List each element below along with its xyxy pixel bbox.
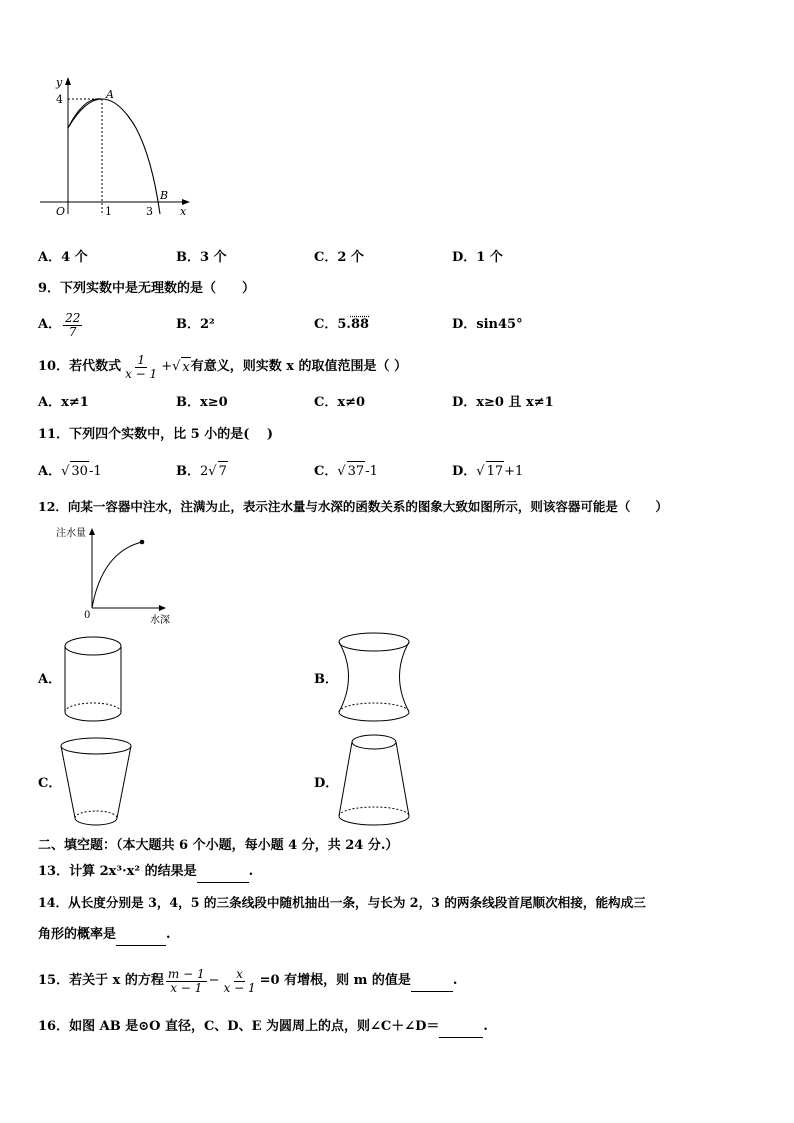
q11-option-b[interactable]: B．2√ 7 bbox=[176, 461, 228, 482]
q10-option-d[interactable]: D．x≥0 且 x≠1 bbox=[452, 395, 554, 410]
q15-answer-blank[interactable] bbox=[411, 971, 453, 992]
q14-line2: 角形的概率是 . bbox=[38, 925, 171, 946]
container-wide-top-icon bbox=[56, 734, 140, 830]
fraction-1-over-x-minus-1: $\frac{1}{x - 1}$ bbox=[125, 352, 158, 381]
water-graph-origin: 0 bbox=[84, 610, 91, 621]
fraction-22-7: $\frac{22}{7}$ bbox=[65, 310, 81, 339]
q9-option-d[interactable]: D．sin45° bbox=[452, 317, 523, 332]
sqrt-x: x bbox=[181, 357, 190, 378]
q12-option-b[interactable]: B． bbox=[314, 672, 338, 687]
q10-stem: 10．若代数式 $\frac{1}{x - 1}$ + √ x 有意义，则实数 x 的取值范围是（ ） bbox=[38, 352, 408, 381]
q10-option-b[interactable]: B．x≥0 bbox=[176, 395, 228, 410]
q8-option-a[interactable]: A．4 个 bbox=[38, 250, 88, 265]
q9-option-a[interactable]: A． $\frac{22}{7}$ bbox=[38, 310, 81, 339]
y-tick-4: 4 bbox=[56, 93, 63, 106]
q12-stem: 12．向某一容器中注水，注满为止，表示注水量与水深的函数关系的图象大致如图所示，则该容器可能是（ ） bbox=[38, 499, 668, 514]
fraction-m-minus-1-over-x-minus-1: $\frac{m - 1}{x - 1}$ bbox=[167, 966, 205, 995]
q8-option-d[interactable]: D．1 个 bbox=[452, 250, 503, 265]
y-axis-arrow bbox=[65, 77, 71, 85]
q12-option-a[interactable]: A． bbox=[38, 672, 62, 687]
q11-option-d[interactable]: D．√ 17+1 bbox=[452, 461, 523, 482]
q12-option-c[interactable]: C． bbox=[38, 776, 62, 791]
point-a-label: A bbox=[106, 88, 114, 101]
x-tick-1: 1 bbox=[105, 205, 112, 218]
parabola-curve bbox=[68, 99, 160, 214]
point-b-label: B bbox=[160, 189, 169, 202]
water-graph bbox=[50, 522, 180, 628]
container-wide-bottom-icon bbox=[332, 730, 418, 830]
q8-option-c[interactable]: C．2 个 bbox=[314, 250, 364, 265]
q9-option-b[interactable]: B．2² bbox=[176, 317, 215, 332]
q15-stem: 15．若关于 x 的方程 $\frac{m - 1}{x - 1}$ − $\frac{x}{x - 1}$ =0 有增根，则 m 的值是 . bbox=[38, 966, 458, 995]
water-graph-xlabel: 水深 bbox=[150, 615, 170, 626]
q14-line1: 14．从长度分别是 3，4，5 的三条线段中随机抽出一条，与长为 2，3 的两条线段首尾顺次相接，能构成三 bbox=[38, 895, 646, 910]
origin-label: O bbox=[56, 205, 66, 218]
q16-stem: 16．如图 AB 是⊙O 直径，C、D、E 为圆周上的点，则∠C＋∠D＝ . bbox=[38, 1017, 488, 1038]
parabola-curve-left bbox=[68, 99, 102, 128]
x-tick-3: 3 bbox=[146, 205, 153, 218]
q10-option-a[interactable]: A．x≠1 bbox=[38, 395, 89, 410]
repeating-decimal-88: 88 bbox=[350, 317, 370, 332]
fraction-x-over-x-minus-1: $\frac{x}{x - 1}$ bbox=[223, 966, 256, 995]
q14-answer-blank[interactable] bbox=[116, 925, 166, 946]
q12-option-d[interactable]: D． bbox=[314, 776, 339, 791]
q11-stem: 11．下列四个实数中，比 5 小的是( ) bbox=[38, 427, 274, 442]
q8-option-b[interactable]: B．3 个 bbox=[176, 250, 227, 265]
sqrt-sign: √ bbox=[172, 359, 181, 374]
container-cylinder-icon bbox=[56, 632, 132, 726]
q11-option-a[interactable]: A．√ 30-1 bbox=[38, 461, 102, 482]
water-curve-end bbox=[140, 540, 145, 545]
q13-stem: 13．计算 2x³·x² 的结果是 . bbox=[38, 862, 253, 883]
y-axis-label: y bbox=[56, 76, 63, 89]
q16-answer-blank[interactable] bbox=[439, 1017, 483, 1038]
x-axis-label: x bbox=[180, 205, 187, 218]
parabola-graph bbox=[38, 74, 198, 224]
q10-option-c[interactable]: C．x≠0 bbox=[314, 395, 366, 410]
q13-answer-blank[interactable] bbox=[197, 862, 249, 883]
q9-option-c[interactable]: C．5.88 bbox=[314, 317, 370, 332]
water-curve bbox=[92, 542, 142, 608]
section-2-heading: 二、填空题：（本大题共 6 个小题，每小题 4 分，共 24 分.） bbox=[38, 838, 399, 853]
water-graph-ylabel: 注水量 bbox=[56, 528, 86, 539]
q11-option-c[interactable]: C．√ 37-1 bbox=[314, 461, 378, 482]
q9-stem: 9．下列实数中是无理数的是（ ） bbox=[38, 281, 256, 296]
container-concave-icon bbox=[332, 628, 418, 726]
